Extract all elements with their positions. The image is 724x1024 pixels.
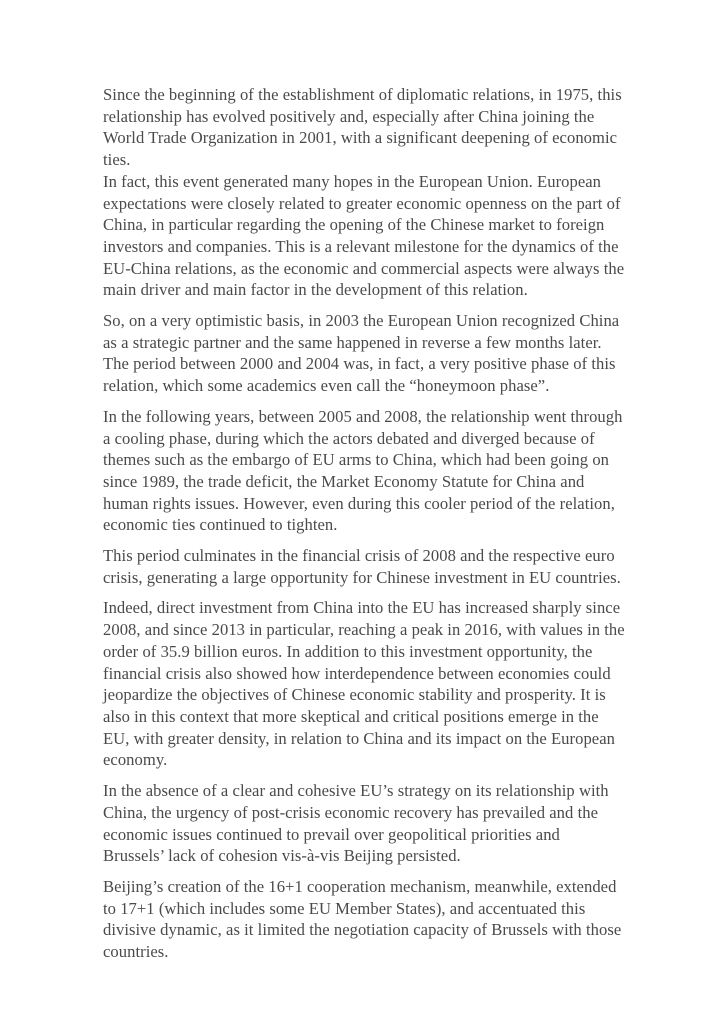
paragraph: Indeed, direct investment from China into the EU has increased sharply since 2008, and since 2013 in particular, reaching a peak in 2016, with values in the order of 35.9 billion euros. In addition to this investment opportunity, the financial crisis also showed how interdependence between economies could jeopardize the objectives of Chinese economic stability and prosperity. It is also in this context that more skeptical and critical positions emerge in the EU, with greater density, in relation to China and its impact on the European economy. (103, 598, 625, 770)
paragraph: Beijing’s creation of the 16+1 cooperation mechanism, meanwhile, extended to 17+1 (which includes some EU Member States), and accentuated this divisive dynamic, as it limited the negotiation capacity of Brussels with those countries. (103, 876, 622, 962)
paragraph: Since the beginning of the establishment of diplomatic relations, in 1975, this relationship has evolved positively and, especially after China joining the World Trade Organization in 2001, with a significant deepening of economic ties. (103, 85, 622, 170)
document-text-block (103, 84, 625, 972)
paragraph: In the following years, between 2005 and 2008, the relationship went through a cooling phase, during which the actors debated and diverged because of themes such as the embargo of EU arms to China, which had been going on since 1989, the trade deficit, the Market Economy Statute for China and human rights issues. However, even during this cooler period of the relation, economic ties continued to tighten. (103, 406, 623, 535)
paragraph: In the absence of a clear and cohesive EU’s strategy on its relationship with China, the urgency of post-crisis economic recovery has prevailed and the economic issues continued to prevail over geopolitical priorities and Brussels’ lack of cohesion vis-à-vis Beijing persisted. (103, 781, 609, 866)
paragraph: So, on a very optimistic basis, in 2003 the European Union recognized China as a strategic partner and the same happened in reverse a few months later. The period between 2000 and 2004 was, in fact, a very positive phase of this relation, which some academics even call the “honeymoon phase”. (103, 311, 620, 396)
paragraph: This period culminates in the financial crisis of 2008 and the respective euro crisis, generating a large opportunity for Chinese investment in EU countries. (103, 546, 621, 587)
paragraph: In fact, this event generated many hopes in the European Union. European expectations were closely related to greater economic openness on the part of China, in particular regarding the opening of the Chinese market to foreign investors and companies. This is a relevant milestone for the dynamics of the EU-China relations, as the economic and commercial aspects were always the main driver and main factor in the development of this relation. (103, 171, 625, 300)
